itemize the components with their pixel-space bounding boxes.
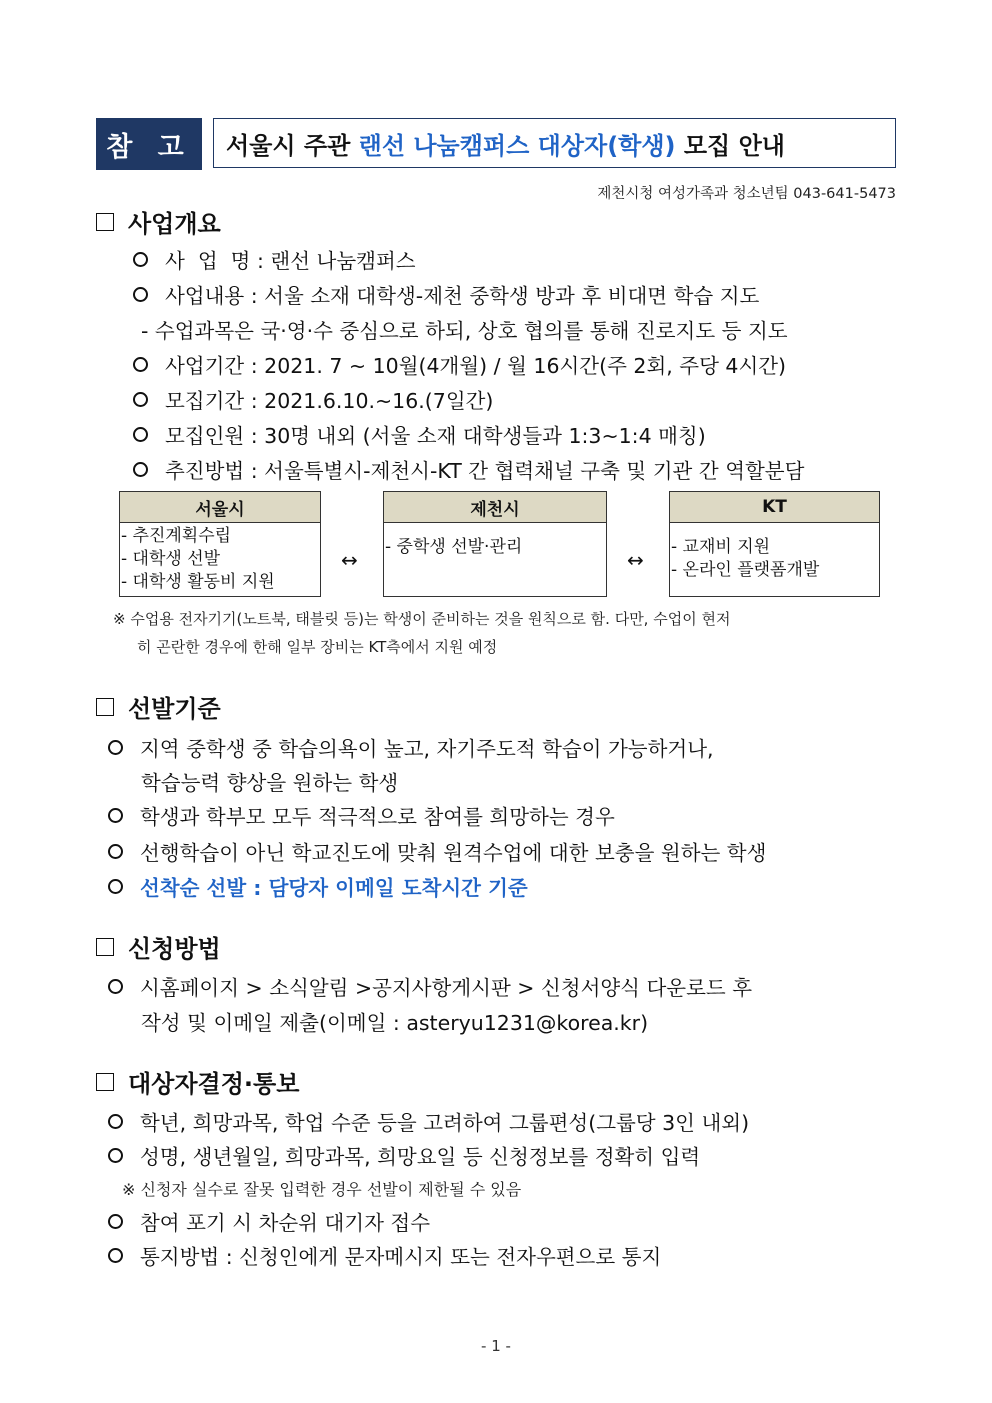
list-item-text: 참여 포기 시 차순위 대기자 접수 xyxy=(140,1211,431,1235)
circle-bullet-icon xyxy=(133,287,148,302)
title-highlight: 랜선 나눔캠퍼스 대상자(학생) xyxy=(358,131,676,160)
section-heading-text: 대상자결정·통보 xyxy=(128,1070,300,1098)
org-box-body xyxy=(120,523,320,594)
circle-bullet-icon xyxy=(108,844,123,859)
circle-bullet-icon xyxy=(133,462,148,477)
list-item xyxy=(141,1006,648,1036)
section-heading-text: 사업개요 xyxy=(128,210,221,238)
section-heading-text: 신청방법 xyxy=(128,935,221,963)
org-role: - 온라인 플랫폼개발 xyxy=(671,560,820,580)
org-role: - 대학생 활동비 지원 xyxy=(121,572,275,592)
list-item-text: - 수업과목은 국·영·수 중심으로 하되, 상호 협의를 통해 진로지도 등 지도 xyxy=(141,319,788,343)
list-item xyxy=(133,279,759,309)
list-item xyxy=(133,244,416,274)
list-item xyxy=(133,349,786,379)
list-item xyxy=(133,419,706,449)
list-item-text: 모집기간 : 2021.6.10.~16.(7일간) xyxy=(165,389,494,413)
circle-bullet-icon xyxy=(108,1214,123,1229)
list-item-text: 추진방법 : 서울특별시-제천시-KT 간 협력채널 구축 및 기관 간 역할분담 xyxy=(165,459,805,483)
list-item-text: 학생과 학부모 모두 적극적으로 참여를 희망하는 경우 xyxy=(140,805,615,829)
section-heading-decision xyxy=(96,1064,299,1099)
list-item-text: 사업내용 : 서울 소재 대학생-제천 중학생 방과 후 비대면 학습 지도 xyxy=(165,284,760,308)
org-role: - 교재비 지원 xyxy=(671,537,771,557)
list-item xyxy=(108,1206,430,1236)
org-box-body xyxy=(384,523,606,559)
note-text: ※ 신청자 실수로 잘못 입력한 경우 선발이 제한될 수 있음 xyxy=(122,1180,522,1199)
section-heading-criteria xyxy=(96,689,221,724)
org-role: - 대학생 선발 xyxy=(121,549,221,569)
list-item-text: 학년, 희망과목, 학업 수준 등을 고려하여 그룹편성(그룹당 3인 내외) xyxy=(140,1111,750,1135)
org-box-title: 제천시 xyxy=(384,492,606,523)
page-number: - 1 - xyxy=(481,1337,511,1355)
circle-bullet-icon xyxy=(108,979,123,994)
list-item-text: 작성 및 이메일 제출(이메일 : asteryu1231@korea.kr) xyxy=(141,1011,649,1035)
circle-bullet-icon xyxy=(133,427,148,442)
list-item-text: 사업기간 : 2021. 7 ~ 10월(4개월) / 월 16시간(주 2회, 주당 4시간) xyxy=(165,354,787,378)
list-item-text: 통지방법 : 신청인에게 문자메시지 또는 전자우편으로 통지 xyxy=(140,1245,662,1269)
checkbox-square-icon xyxy=(96,213,114,231)
list-item xyxy=(108,1140,700,1170)
reference-tag: 참 고 xyxy=(96,118,202,170)
list-item xyxy=(108,1106,749,1136)
list-item xyxy=(133,454,804,484)
checkbox-square-icon xyxy=(96,938,114,956)
circle-bullet-icon xyxy=(133,252,148,267)
list-item-text-highlight: 선착순 선발 : 담당자 이메일 도착시간 기준 xyxy=(140,876,528,900)
list-item-text: 시홈페이지 > 소식알림 >공지사항게시판 > 신청서양식 다운로드 후 xyxy=(140,976,753,1000)
note-text: 히 곤란한 경우에 한해 일부 장비는 KT측에서 지원 예정 xyxy=(137,638,498,656)
list-item xyxy=(133,384,493,414)
circle-bullet-icon xyxy=(108,808,123,823)
list-item xyxy=(141,766,398,796)
list-item-text: 학습능력 향상을 원하는 학생 xyxy=(141,771,399,795)
circle-bullet-icon xyxy=(133,392,148,407)
bidirectional-arrow-icon: ↔ xyxy=(341,548,358,572)
circle-bullet-icon xyxy=(108,1248,123,1263)
list-item xyxy=(108,871,528,901)
org-role: - 추진계획수립 xyxy=(121,526,232,546)
title-suffix: 모집 안내 xyxy=(675,131,785,160)
org-box-seoul xyxy=(119,491,321,597)
list-item-text: 지역 중학생 중 학습의욕이 높고, 자기주도적 학습이 가능하거나, xyxy=(140,737,714,761)
circle-bullet-icon xyxy=(108,740,123,755)
list-item-text: 사 업 명 : 랜선 나눔캠퍼스 xyxy=(165,249,416,273)
section-heading-apply xyxy=(96,929,221,964)
list-item-text: 모집인원 : 30명 내외 (서울 소재 대학생들과 1:3~1:4 매칭) xyxy=(165,424,706,448)
list-item-text: 선행학습이 아닌 학교진도에 맞춰 원격수업에 대한 보충을 원하는 학생 xyxy=(140,841,767,865)
section-heading-overview xyxy=(96,204,221,239)
title-prefix: 서울시 주관 xyxy=(226,131,359,160)
circle-bullet-icon xyxy=(108,879,123,894)
list-item xyxy=(141,314,788,344)
note-text: ※ 수업용 전자기기(노트북, 태블릿 등)는 학생이 준비하는 것을 원칙으로 함. 다만, 수업이 현저 xyxy=(113,610,731,628)
org-box-jecheon xyxy=(383,491,607,597)
document-title xyxy=(213,118,896,168)
list-item xyxy=(108,1240,661,1270)
org-box-title: 서울시 xyxy=(120,492,320,523)
org-role: - 중학생 선발·관리 xyxy=(385,537,523,557)
circle-bullet-icon xyxy=(133,357,148,372)
org-box-body xyxy=(670,523,879,582)
contact-info: 제천시청 여성가족과 청소년팀 043-641-5473 xyxy=(597,186,896,202)
list-item-text: 성명, 생년월일, 희망과목, 희망요일 등 신청정보를 정확히 입력 xyxy=(140,1145,701,1169)
section-heading-text: 선발기준 xyxy=(128,695,221,723)
list-item xyxy=(108,971,752,1001)
list-item xyxy=(108,800,615,830)
org-box-kt xyxy=(669,491,880,597)
checkbox-square-icon xyxy=(96,698,114,716)
bidirectional-arrow-icon: ↔ xyxy=(627,548,644,572)
circle-bullet-icon xyxy=(108,1148,123,1163)
checkbox-square-icon xyxy=(96,1073,114,1091)
org-box-title: KT xyxy=(670,492,879,523)
list-item xyxy=(108,732,714,762)
list-item xyxy=(108,836,766,866)
circle-bullet-icon xyxy=(108,1114,123,1129)
